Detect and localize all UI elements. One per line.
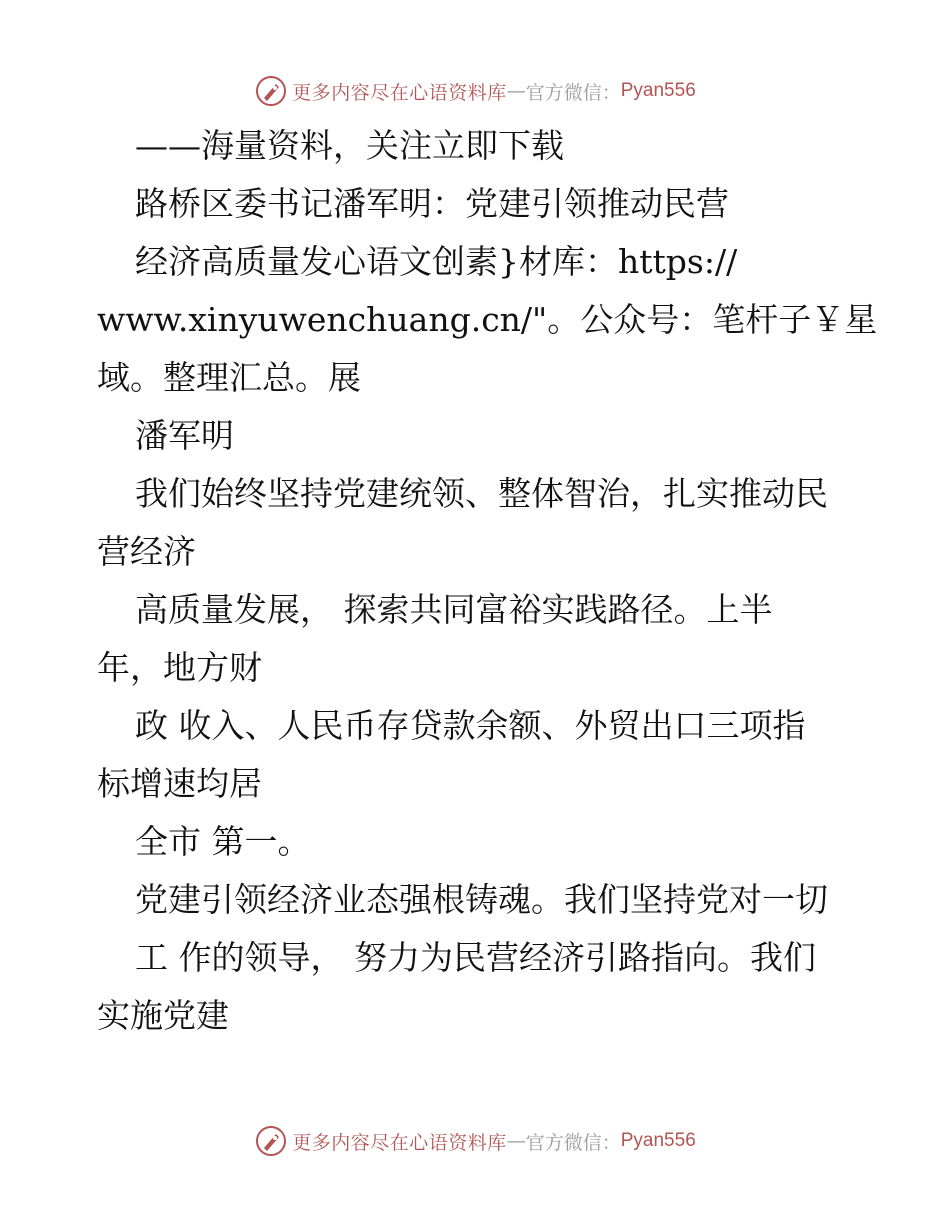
header-site-text: 更多内容尽在心语资料库 <box>292 81 507 104</box>
body-line: 我们始终坚持党建统领、整体智治，扎实推动民 <box>135 474 828 513</box>
body-line: 标增速均居 <box>97 764 262 803</box>
body-line: 路桥区委书记潘军明：党建引领推动民营 <box>135 184 729 223</box>
header-wechat-id: Pyan556 <box>620 80 696 101</box>
footer-wechat-id: Pyan556 <box>620 1130 696 1151</box>
header-banner <box>0 71 950 111</box>
body-line: 党建引领经济业态强根铸魂。我们坚持党对一切 <box>135 880 828 919</box>
header-separator: — <box>506 80 526 102</box>
body-line: 工 作的领导， 努力为民营经济引路指向。我们 <box>135 938 816 977</box>
pen-nib-logo-icon <box>254 1124 288 1158</box>
footer-wechat-label: 官方微信： <box>525 1131 621 1154</box>
body-line: 年，地方财 <box>97 648 262 687</box>
body-line: www.xinyuwenchuang.cn/"。公众号：笔杆子￥星 <box>97 300 878 339</box>
body-line: 营经济 <box>97 532 196 571</box>
pen-nib-logo-icon <box>254 74 288 108</box>
body-line: 经济高质量发心语文创素}材库：https:// <box>135 242 738 281</box>
body-line: 全市 第一。 <box>135 822 311 861</box>
body-line: 高质量发展， 探索共同富裕实践路径。上半 <box>135 590 773 629</box>
document-body <box>97 117 878 1045</box>
header-wechat-label: 官方微信： <box>525 81 621 104</box>
body-line: ——海量资料，关注立即下载 <box>135 126 564 165</box>
body-line: 潘军明 <box>135 416 234 455</box>
body-line: 政 收入、人民币存贷款余额、外贸出口三项指 <box>135 706 806 745</box>
footer-site-text: 更多内容尽在心语资料库 <box>292 1131 507 1154</box>
body-line: 实施党建 <box>97 996 229 1035</box>
footer-banner <box>0 1121 950 1161</box>
body-line: 域。整理汇总。展 <box>97 358 361 397</box>
footer-separator: — <box>506 1130 526 1152</box>
